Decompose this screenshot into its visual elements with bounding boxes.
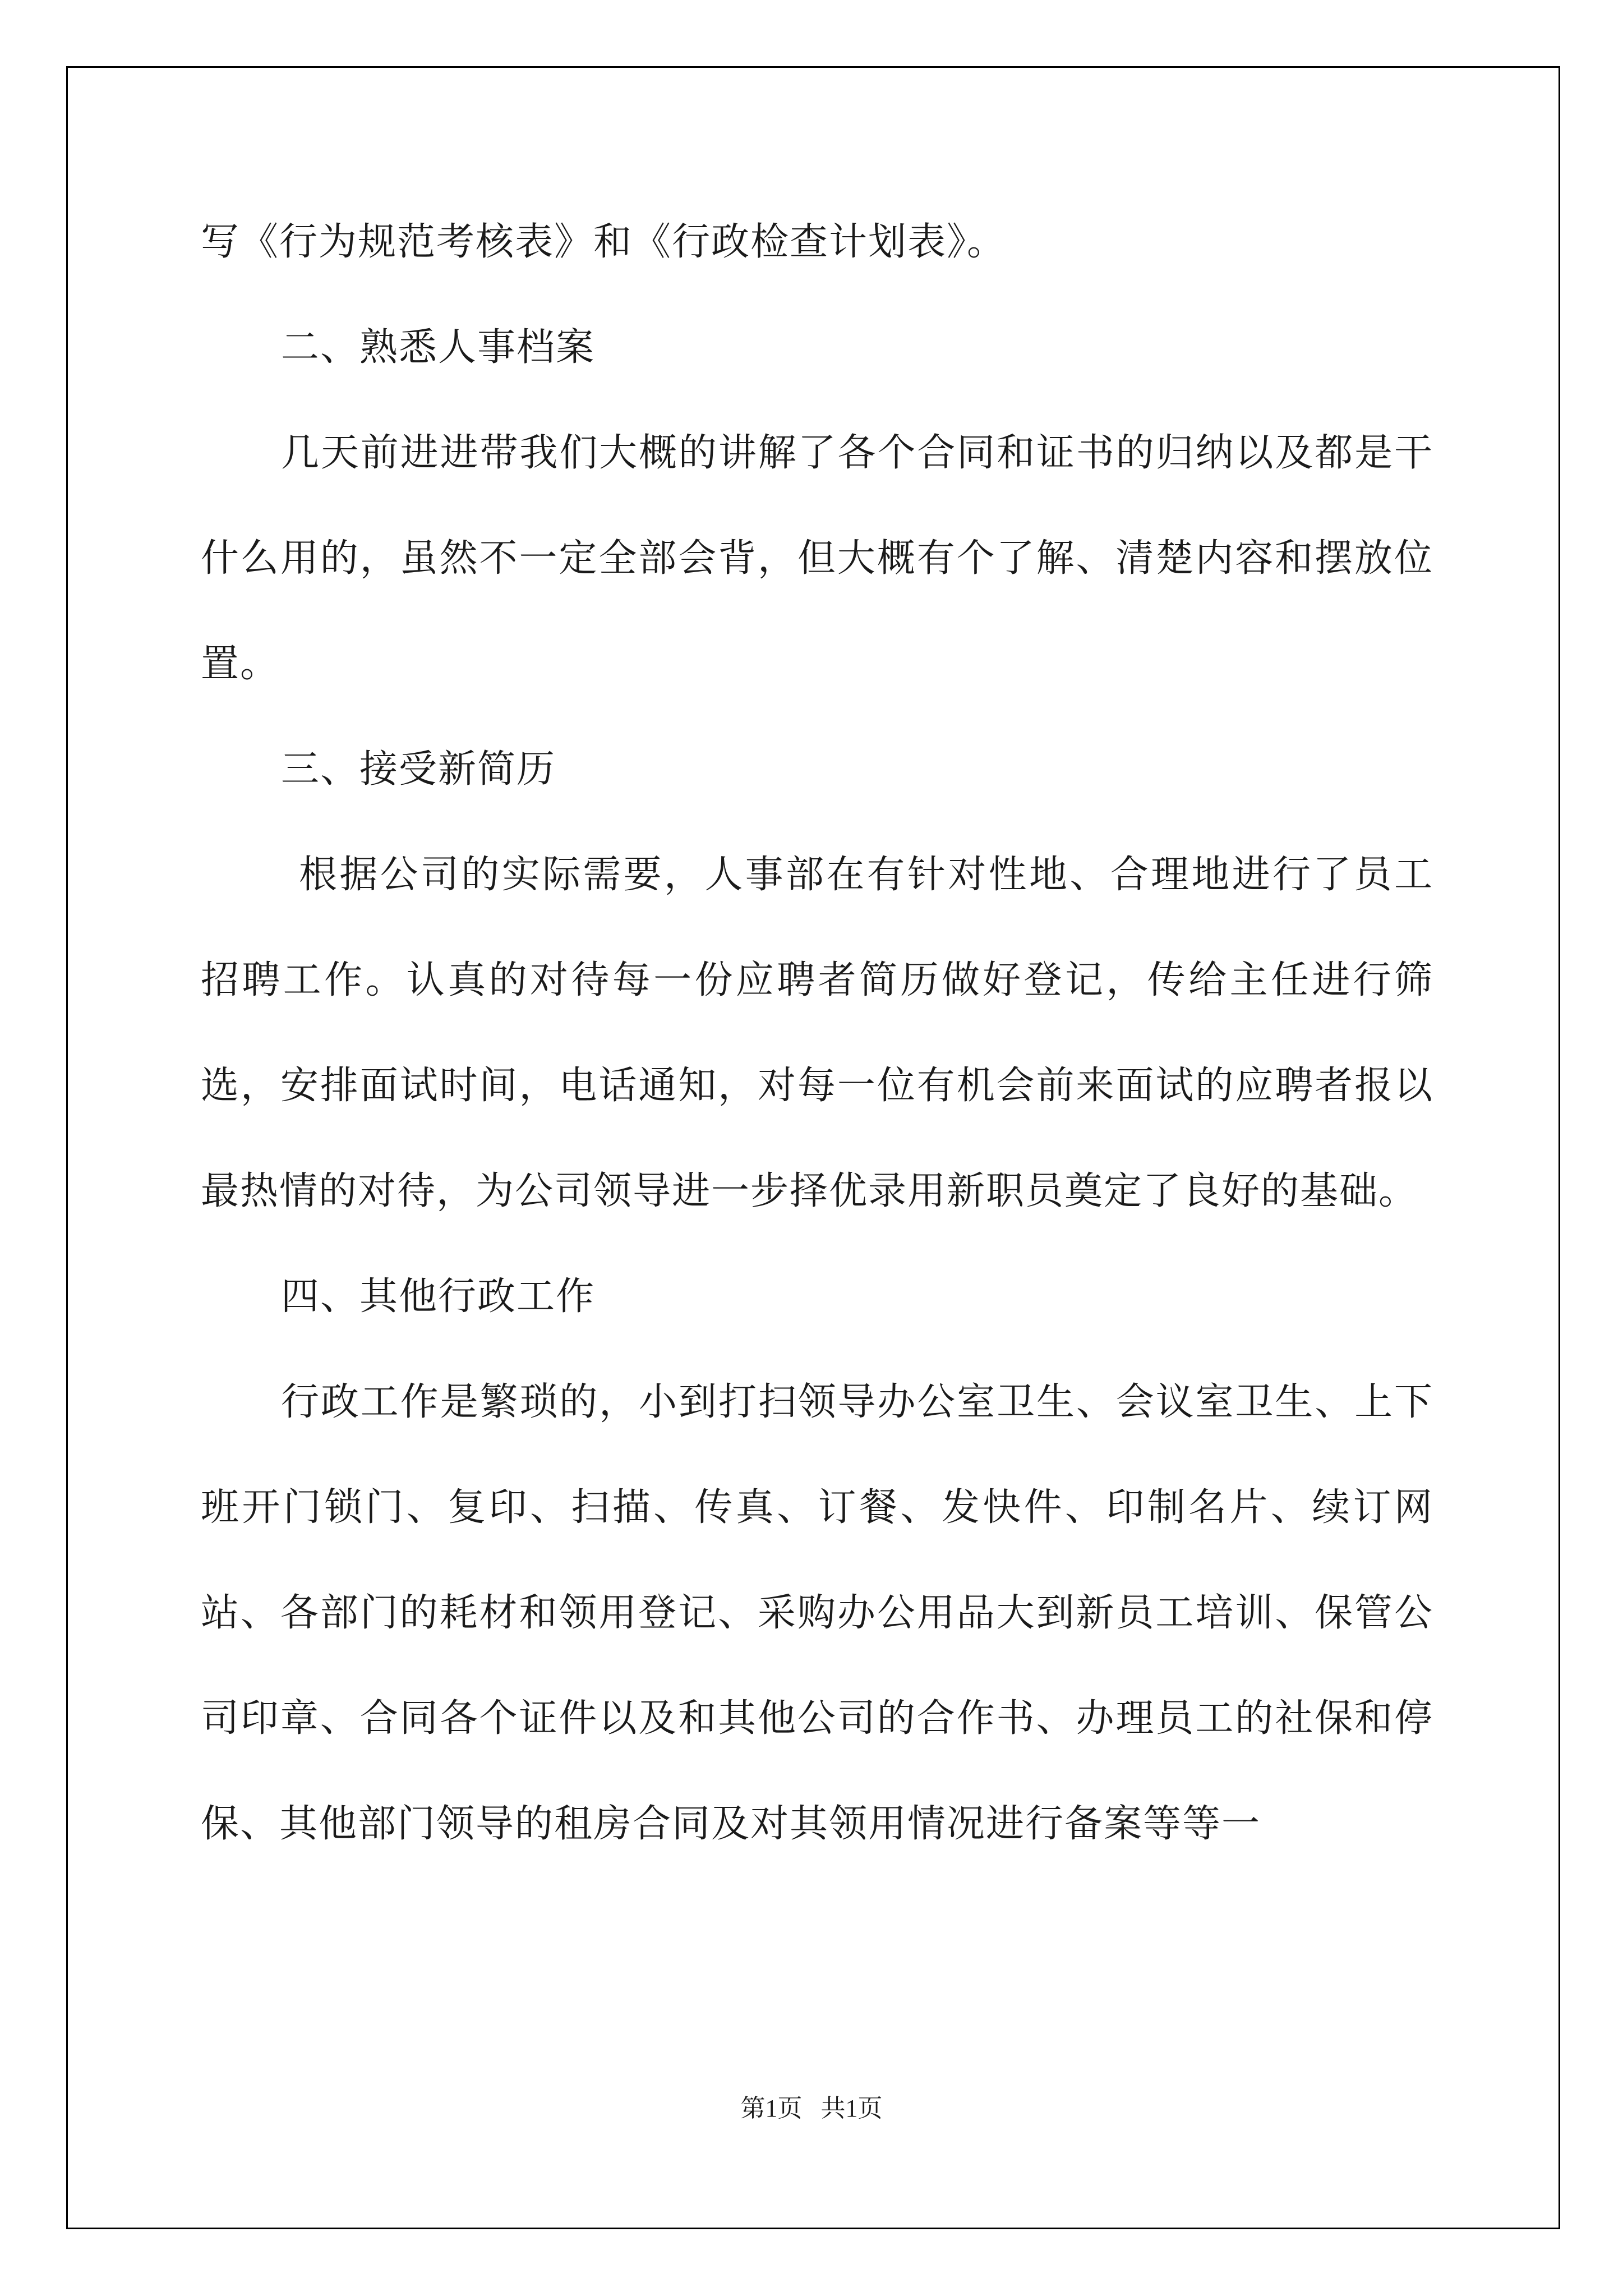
section-heading-resumes: 三、接受新简历 bbox=[281, 747, 556, 792]
section-heading-admin-work: 四、其他行政工作 bbox=[281, 1274, 596, 1319]
page-footer: 第1页 共1页 bbox=[740, 2095, 883, 2122]
paragraph-personnel-files: 几天前进进带我们大概的讲解了各个合同和证书的归纳以及都是干什么用的，虽然不一定全部会背，但大概有个了解、清楚内容和摆放位置。 bbox=[201, 431, 1433, 686]
section-heading-personnel-files: 二、熟悉人事档案 bbox=[281, 325, 596, 370]
document-body bbox=[201, 190, 1433, 1877]
paragraph-continuation: 写《行为规范考核表》和《行政检查计划表》。 bbox=[201, 220, 1007, 264]
paragraph-resumes: 根据公司的实际需要，人事部在有针对性地、合理地进行了员工招聘工作。认真的对待每一份应聘者简历做好登记，传给主任进行筛选，安排面试时间，电话通知，对每一位有机会前来面试的应聘者报以最热情的对待，为公司领导进一步择优录用新职员奠定了良好的基础。 bbox=[201, 853, 1433, 1213]
paragraph-admin-work: 行政工作是繁琐的，小到打扫领导办公室卫生、会议室卫生、上下班开门锁门、复印、扫描、传真、订餐、发快件、印制名片、续订网站、各部门的耗材和领用登记、采购办公用品大到新员工培训、保管公司印章、合同各个证件以及和其他公司的合作书、办理员工的社保和停保、其他部门领导的租房合同及对其领用情况进行备案等等一 bbox=[201, 1380, 1433, 1846]
